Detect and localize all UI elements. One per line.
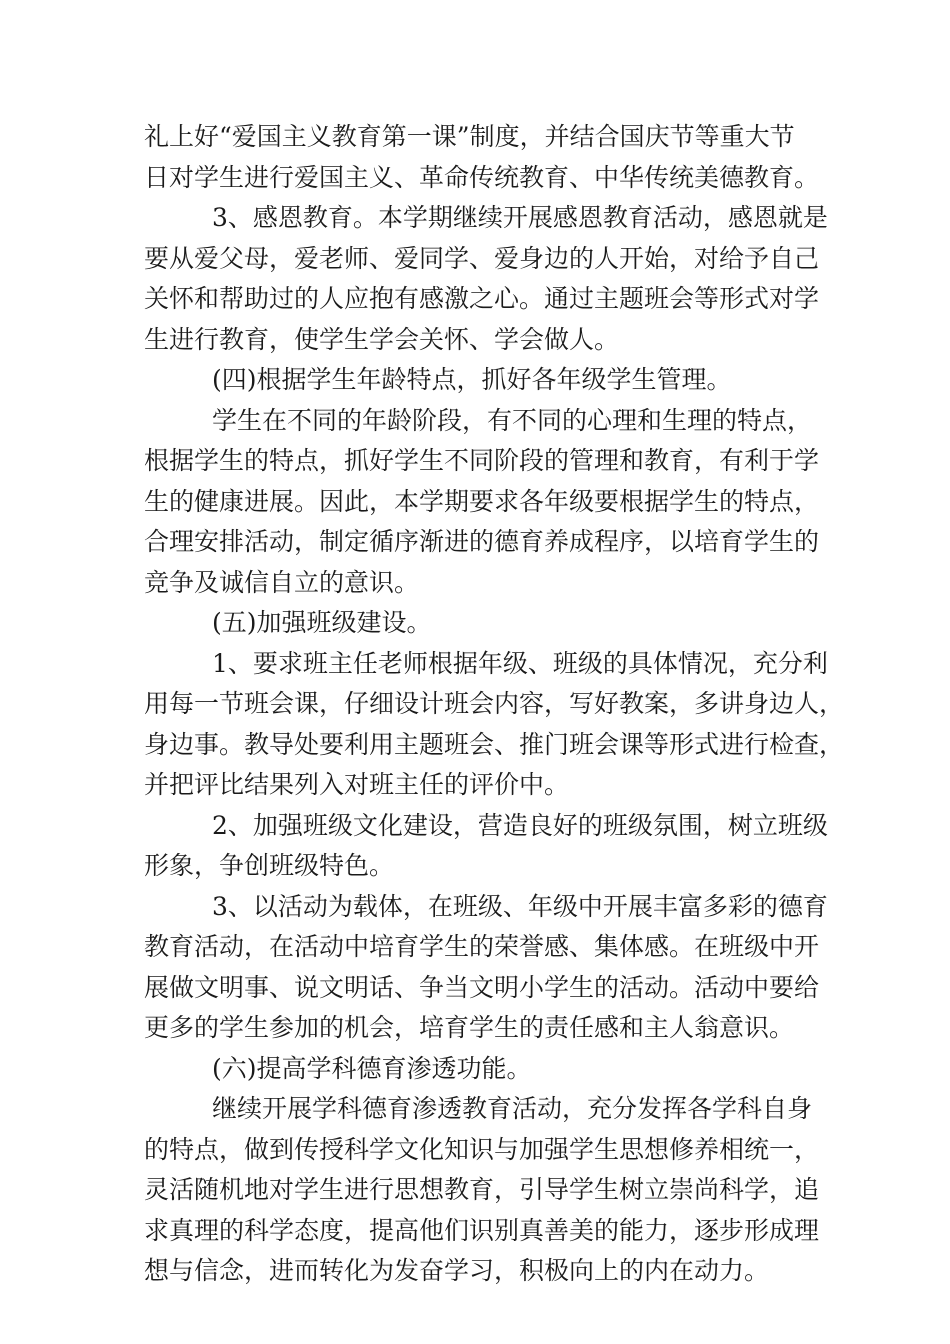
text-line: 并把评比结果列入对班主任的评价中。 <box>144 770 570 799</box>
document-body <box>144 117 845 1292</box>
text-line: 求真理的科学态度，提高他们识别真善美的能力，逐步形成理 <box>144 1215 820 1245</box>
paragraph-activities <box>144 887 828 1049</box>
paragraph-class-culture <box>144 806 828 887</box>
section-heading: (六)提高学科德育渗透功能。 <box>212 1053 532 1083</box>
text-line: 根据学生的特点，抓好学生不同阶段的管理和教育，有利于学 <box>144 446 820 475</box>
text-line: 用每一节班会课，仔细设计班会内容，写好教案，多讲身边人， <box>144 689 845 718</box>
text-line: 日对学生进行爱国主义、革命传统教育、中华传统美德教育。 <box>144 162 820 192</box>
text-line: 要从爱父母，爱老师、爱同学、爱身边的人开始，对给予自己 <box>144 243 820 273</box>
text-line: 合理安排活动，制定循序渐进的德育养成程序，以培育学生的 <box>144 527 820 556</box>
paragraph-age-characteristics <box>144 401 820 604</box>
text-line: 礼上好“爱国主义教育第一课”制度，并结合国庆节等重大节 <box>144 122 795 151</box>
text-line: 学生在不同的年龄阶段，有不同的心理和生理的特点， <box>212 405 813 435</box>
text-line: 继续开展学科德育渗透教育活动，充分发挥各学科自身 <box>212 1094 813 1123</box>
text-line: 生进行教育，使学生学会关怀、学会做人。 <box>144 324 620 354</box>
text-line: 生的健康进展。因此，本学期要求各年级要根据学生的特点， <box>144 486 820 516</box>
heading-section-four <box>144 360 809 401</box>
heading-section-six <box>144 1049 809 1090</box>
text-line: 想与信念，进而转化为发奋学习，积极向上的内在动力。 <box>144 1256 770 1285</box>
text-line: 竞争及诚信自立的意识。 <box>144 567 420 597</box>
text-line: 身边事。教导处要利用主题班会、推门班会课等形式进行检查， <box>144 729 845 759</box>
heading-section-five <box>144 603 809 644</box>
text-line: 关怀和帮助过的人应抱有感激之心。通过主题班会等形式对学 <box>144 284 820 313</box>
text-line: 教育活动，在活动中培育学生的荣誉感、集体感。在班级中开 <box>144 932 820 961</box>
text-line: 更多的学生参加的机会，培育学生的责任感和主人翁意识。 <box>144 1013 795 1042</box>
text-line: 灵活随机地对学生进行思想教育，引导学生树立崇尚科学，追 <box>144 1175 820 1204</box>
paragraph-gratitude-education <box>144 198 828 360</box>
text-line: 3、感恩教育。本学期继续开展感恩教育活动，感恩就是 <box>212 203 828 232</box>
text-line: 的特点，做到传授科学文化知识与加强学生思想修养相统一， <box>144 1134 820 1164</box>
section-heading: (五)加强班级建设。 <box>212 608 432 637</box>
paragraph-patriotic-education-end <box>144 117 820 198</box>
section-heading: (四)根据学生年龄特点，抓好各年级学生管理。 <box>212 365 732 394</box>
paragraph-subject-moral-education <box>144 1089 820 1292</box>
text-line: 1、要求班主任老师根据年级、班级的具体情况，充分利 <box>212 648 828 678</box>
text-line: 3、以活动为载体，在班级、年级中开展丰富多彩的德育 <box>212 891 828 921</box>
paragraph-class-meeting <box>144 644 845 806</box>
text-line: 形象，争创班级特色。 <box>144 851 395 880</box>
text-line: 2、加强班级文化建设，营造良好的班级氛围，树立班级 <box>212 810 828 840</box>
text-line: 展做文明事、说文明话、争当文明小学生的活动。活动中要给 <box>144 972 820 1002</box>
